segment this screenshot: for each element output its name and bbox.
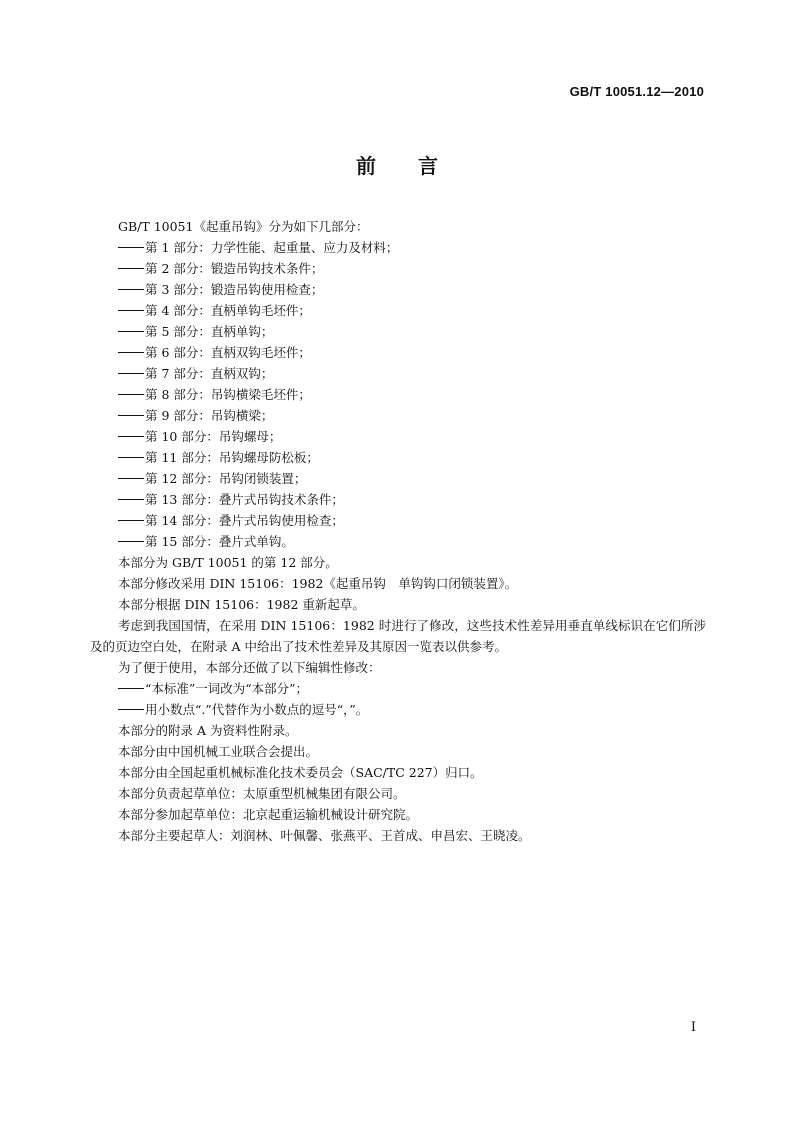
paragraph: 本部分由中国机械工业联合会提出。 [118, 744, 319, 759]
part-item: 第 14 部分：叠片式吊钩使用检查； [90, 510, 706, 531]
part-item: 第 9 部分：吊钩横梁； [90, 405, 706, 426]
dash-mark [118, 436, 144, 437]
paragraph: 本部分修改采用 DIN 15106：1982《起重吊钩 单钩钩口闭锁装置》。 [118, 576, 518, 591]
part-item: 第 10 部分：吊钩螺母； [90, 426, 706, 447]
part-item: 第 1 部分：力学性能、起重量、应力及材料； [90, 237, 706, 258]
page-title: 前言 [356, 154, 480, 178]
part-item: 第 15 部分：叠片式单钩。 [90, 531, 706, 552]
part-item: 第 5 部分：直柄单钩； [90, 321, 706, 342]
paragraph: 本部分主要起草人：刘润林、叶佩馨、张燕平、王首成、申昌宏、王晓凌。 [118, 828, 531, 843]
dash-mark [118, 415, 144, 416]
part-item: 第 8 部分：吊钩横梁毛坯件； [90, 384, 706, 405]
part-item: 第 3 部分：锻造吊钩使用检查； [90, 279, 706, 300]
part-item: 第 2 部分：锻造吊钩技术条件； [90, 258, 706, 279]
part-item: 第 7 部分：直柄双钩； [90, 363, 706, 384]
dash-mark [118, 478, 144, 479]
part-item: 第 12 部分：吊钩闭锁装置； [90, 468, 706, 489]
dash-mark [118, 709, 144, 710]
part-item: 第 11 部分：吊钩螺母防松板； [90, 447, 706, 468]
dash-mark [118, 499, 144, 500]
dash-mark [118, 331, 144, 332]
dash-mark [118, 310, 144, 311]
part-item: 第 13 部分：叠片式吊钩技术条件； [90, 489, 706, 510]
dash-mark [118, 268, 144, 269]
paragraph: 本部分根据 DIN 15106：1982 重新起草。 [118, 597, 365, 612]
paragraph: 为了便于使用，本部分还做了以下编辑性修改： [118, 660, 381, 675]
dash-mark [118, 373, 144, 374]
part-item: 第 6 部分：直柄双钩毛坯件； [90, 342, 706, 363]
paragraph: 本部分参加起草单位：北京起重运输机械设计研究院。 [118, 807, 419, 822]
paragraph: 本部分为 GB/T 10051 的第 12 部分。 [118, 555, 338, 570]
dash-mark [118, 352, 144, 353]
dash-mark [118, 541, 144, 542]
dash-mark [118, 520, 144, 521]
paragraph: 本部分负责起草单位：太原重型机械集团有限公司。 [118, 786, 406, 801]
intro-line: GB/T 10051《起重吊钩》分为如下几部分： [118, 219, 369, 234]
dash-mark [118, 394, 144, 395]
part-item: 第 4 部分：直柄单钩毛坯件； [90, 300, 706, 321]
dash-mark [118, 289, 144, 290]
standard-code-header: GB/T 10051.12—2010 [569, 84, 704, 99]
paragraph: 本部分由全国起重机械标准化技术委员会（SAC/TC 227）归口。 [118, 765, 483, 780]
paragraph: 本部分的附录 A 为资料性附录。 [118, 723, 298, 738]
dash-mark [118, 688, 144, 689]
edit-item: 用小数点“.”代替作为小数点的逗号“，”。 [90, 699, 706, 720]
dash-mark [118, 247, 144, 248]
page-number: I [690, 1020, 696, 1035]
dash-mark [118, 457, 144, 458]
foreword-body [90, 216, 706, 846]
paragraph-technical-differences: 考虑到我国国情，在采用 DIN 15106：1982 时进行了修改，这些技术性差异用垂直单线标识在它们所涉及的页边空白处，在附录 A 中给出了技术性差异及其原因一览表以供参考。 [90, 618, 706, 654]
edit-item: “本标准”一词改为“本部分”； [90, 678, 706, 699]
